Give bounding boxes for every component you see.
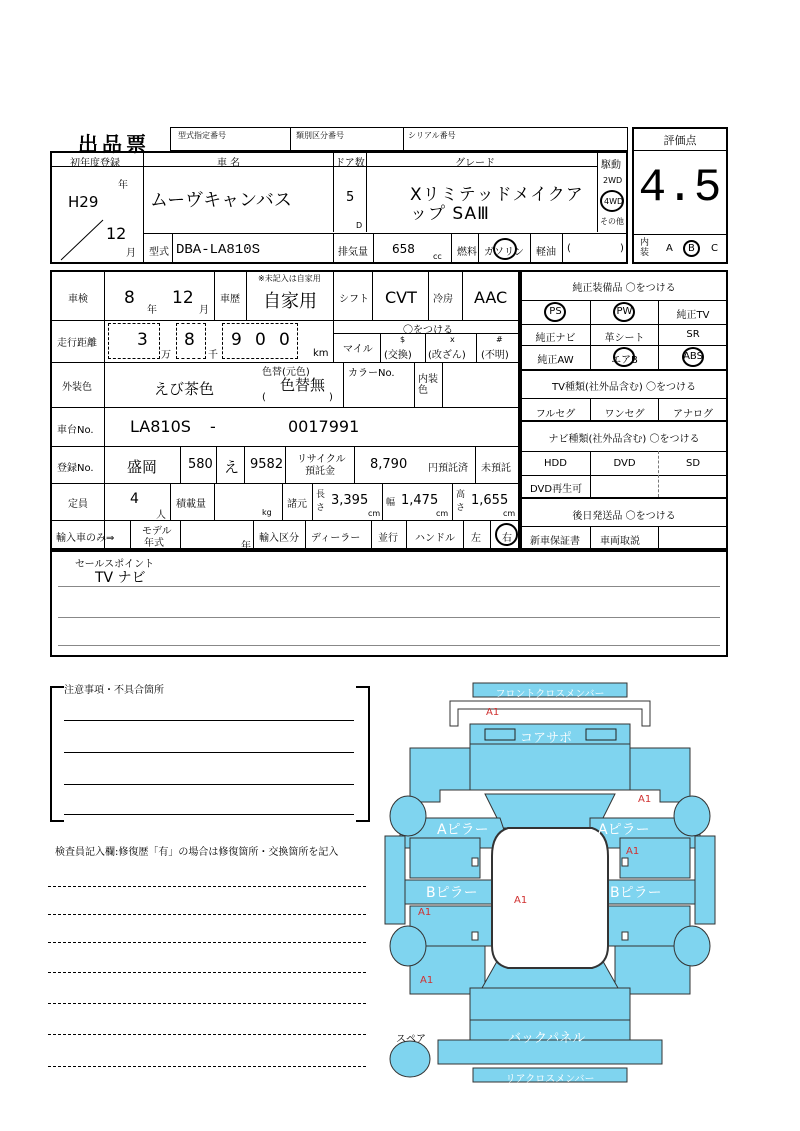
exchange-symbol: $ — [400, 335, 406, 344]
shaken-month-unit: 月 — [199, 305, 209, 316]
later-warranty: 新車保証書 — [530, 536, 580, 547]
car-name: ムーヴキャンバス — [150, 190, 292, 211]
drive-label: 駆動 — [601, 160, 621, 171]
equip-navi: 純正ナビ — [535, 333, 576, 344]
repaint-paren-close: ) — [329, 392, 333, 403]
front-left-door — [410, 838, 480, 878]
color-no-label: カラーNo. — [348, 368, 395, 379]
fuel-circle — [493, 238, 517, 260]
spare-tire — [390, 1041, 430, 1077]
interior-b-circle — [683, 240, 700, 257]
navi-sd: SD — [685, 458, 701, 469]
serial-label: シリアル番号 — [408, 131, 456, 140]
fuel-gasoline: ガソリン — [484, 247, 524, 258]
grade-label: グレード — [455, 158, 495, 169]
rear-cross-label: リアクロスメンバー — [505, 1074, 595, 1085]
grade-line2: ップ SAⅢ — [410, 204, 490, 224]
color-label: 外装色 — [62, 382, 92, 393]
doors-value: 5 — [346, 190, 355, 205]
exchange-option: (交換) — [384, 350, 412, 361]
grade-line1: Xリミテッドメイクア — [410, 185, 584, 205]
header-id-box — [170, 127, 628, 151]
shaken-month: 12 — [172, 288, 194, 308]
front-right-door — [620, 838, 690, 878]
handle-right-circle — [495, 523, 518, 546]
front-right-wheel — [674, 796, 710, 836]
front-bracket — [450, 701, 650, 726]
repaint-label: 色替(元色) — [262, 367, 310, 378]
km-unit: km — [313, 348, 329, 359]
equip-ps-circle — [544, 302, 566, 322]
b-pillar-left-label: Bピラー — [426, 885, 478, 901]
first-reg-era: H29 — [68, 193, 99, 211]
rear-right-wheel — [674, 926, 710, 966]
recycle-unpaid: 未預託 — [481, 463, 511, 474]
equip-tv: 純正TV — [676, 310, 710, 321]
recycle-label-1: リサイクル — [297, 454, 346, 465]
damage-mark: A1 — [420, 975, 434, 986]
width-value: 1,475 — [401, 493, 439, 508]
unknown-option: (不明) — [481, 350, 509, 361]
reg-no: 9582 — [250, 457, 284, 472]
repaint-value: 色替無 — [280, 376, 326, 394]
length-value: 3,395 — [331, 493, 369, 508]
tv-title: TV種類(社外品含む) 〇をつける — [552, 382, 696, 393]
later-manual: 車両取説 — [600, 536, 640, 547]
mileage-box-1 — [108, 323, 160, 359]
left-sill — [385, 836, 405, 924]
back-panel-label: バックパネル — [508, 1031, 586, 1046]
equipment-title: 純正装備品 〇をつける — [572, 283, 676, 294]
model-year-label-2: 年式 — [144, 538, 164, 549]
load-label: 積載量 — [176, 499, 206, 510]
length-unit: cm — [368, 509, 381, 518]
front-cross-label: フロントクロスメンバー — [495, 689, 605, 700]
handle-label: ハンドル — [415, 533, 455, 544]
mileage-d3: 9 — [231, 330, 242, 350]
equip-airbag-circle — [613, 347, 635, 367]
tampered-symbol: x — [450, 335, 455, 344]
spare-label: スペア — [396, 1034, 426, 1045]
later-title: 後日発送品 〇をつける — [572, 511, 676, 522]
caution-bracket-left — [50, 686, 64, 822]
capacity-value: 4 — [130, 491, 139, 507]
import-type-label: 輸入区分 — [259, 533, 299, 544]
score-label: 評価点 — [663, 134, 697, 147]
equip-ps: PS — [549, 306, 562, 317]
core-support-label: コアサポ — [520, 731, 573, 746]
interior-a: A — [666, 243, 673, 254]
import-dealer: ディーラー — [311, 533, 361, 544]
history-note: ※未記入は自家用 — [258, 274, 321, 283]
chassis-prefix: LA810S — [130, 417, 191, 436]
reg-kana: え — [224, 458, 240, 476]
height-value: 1,655 — [471, 493, 509, 508]
tv-oneseg: ワンセグ — [604, 409, 645, 420]
front-left-fender — [410, 748, 470, 802]
fuel-diesel: 軽油 — [536, 247, 556, 258]
hood-panel — [470, 744, 630, 790]
right-sill — [695, 836, 715, 924]
width-label: 幅 — [386, 498, 396, 508]
man-unit: 万 — [161, 350, 171, 361]
shaken-year-unit: 年 — [147, 305, 157, 316]
shift-value: CVT — [385, 288, 417, 307]
width-unit: cm — [436, 509, 449, 518]
history-value: 自家用 — [263, 291, 317, 312]
recycle-label-2: 預託金 — [305, 466, 335, 477]
first-reg-label: 初年度登録 — [70, 158, 120, 169]
fuel-label: 燃料 — [457, 247, 477, 258]
equip-airbag: エアB — [611, 355, 638, 366]
chassis-dash: - — [210, 417, 216, 436]
import-label: 輸入車のみ⇒ — [56, 533, 115, 544]
mileage-d4: 0 — [255, 330, 266, 350]
doors-label: ドア数 — [335, 158, 365, 169]
height-unit: cm — [503, 509, 516, 518]
repaint-paren-open: ( — [262, 392, 266, 403]
cc-unit: cc — [433, 252, 442, 261]
paren-close: ) — [620, 243, 624, 254]
capacity-label: 定員 — [68, 499, 88, 510]
navi-title: ナビ種類(社外品含む) 〇をつける — [548, 434, 700, 445]
mark-note: 〇をつける — [403, 325, 453, 336]
mile-option: マイル — [343, 344, 373, 355]
rear-left-wheel — [390, 926, 426, 966]
cabin-roof-area — [492, 828, 608, 968]
reg-label: 登録No. — [57, 463, 94, 474]
ac-label: 冷房 — [433, 294, 453, 305]
model-year-label-1: モデル — [142, 526, 172, 537]
a-pillar-right-label: Aピラー — [598, 822, 650, 838]
damage-mark: A1 — [486, 707, 500, 718]
damage-mark: A1 — [638, 794, 652, 805]
caution-bracket-right — [356, 686, 370, 822]
sales-label: セールスポイント — [75, 559, 155, 570]
capacity-unit: 人 — [156, 510, 166, 521]
equip-pw-circle — [613, 302, 635, 322]
form-title: 出品票 — [78, 132, 150, 156]
b-pillar-right-label: Bピラー — [610, 885, 662, 901]
recycle-value: 8,790 — [370, 457, 408, 472]
drive-2wd: 2WD — [603, 176, 623, 185]
month-unit: 月 — [126, 248, 136, 259]
shift-label: シフト — [339, 294, 369, 305]
sales-text: TV ナビ — [95, 570, 146, 586]
model-value: DBA-LA810S — [176, 242, 261, 258]
kg-unit: kg — [262, 508, 272, 517]
shaken-label: 車検 — [68, 294, 88, 305]
navi-hdd: HDD — [544, 458, 567, 469]
front-left-wheel — [390, 796, 426, 836]
length-label: 長さ — [316, 490, 326, 513]
import-parallel: 並行 — [378, 533, 398, 544]
equip-sr: SR — [686, 329, 700, 340]
navi-dvd: DVD — [613, 458, 636, 469]
height-label: 高さ — [456, 490, 466, 513]
mileage-d5: 0 — [279, 330, 290, 350]
displacement-value: 658 — [392, 242, 415, 256]
interior-label: 内装 — [640, 238, 650, 258]
shaken-year: 8 — [124, 288, 135, 308]
reg-place: 盛岡 — [127, 458, 158, 476]
caution-label: 注意事項・不具合箇所 — [64, 685, 164, 696]
model-label: 型式 — [149, 247, 169, 258]
class-no-label: 類別区分番号 — [296, 131, 344, 140]
type-no-label: 型式指定番号 — [178, 131, 226, 140]
damage-mark: A1 — [418, 907, 432, 918]
tv-fullseg: フルセグ — [535, 409, 576, 420]
tampered-option: (改ざん) — [428, 350, 466, 361]
tv-analog: アナログ — [673, 409, 713, 420]
doors-unit: D — [356, 221, 363, 230]
score-value: 4.5 — [638, 162, 722, 214]
ac-value: AAC — [474, 288, 508, 307]
mileage-d1: 3 — [137, 330, 148, 350]
equip-abs: ABS — [683, 351, 703, 362]
interior-b: B — [688, 243, 695, 254]
mileage-d2: 8 — [184, 330, 195, 350]
equip-abs-circle — [682, 347, 704, 367]
mileage-label: 走行距離 — [57, 338, 97, 349]
chassis-no: 0017991 — [288, 417, 360, 436]
equip-pw: PW — [616, 306, 633, 317]
first-reg-month: 12 — [106, 224, 127, 243]
damage-mark: A1 — [514, 895, 528, 906]
drive-4wd: 4WD — [604, 197, 624, 206]
displacement-label: 排気量 — [338, 247, 368, 258]
navi-dvd-play: DVD再生可 — [530, 484, 583, 495]
history-label: 車歴 — [220, 294, 240, 305]
a-pillar-left-label: Aピラー — [437, 822, 489, 838]
year-unit: 年 — [118, 180, 128, 191]
inspector-label: 検査員記入欄:修復歴「有」の場合は修復箇所・交換箇所を記入 — [55, 847, 339, 858]
drive-4wd-circle — [600, 190, 624, 212]
car-name-label: 車 名 — [217, 158, 241, 169]
color-value: えび茶色 — [154, 380, 215, 398]
paren-open: ( — [567, 243, 571, 254]
sen-unit: 千 — [208, 350, 218, 361]
interior-color-label: 内装色 — [418, 374, 438, 396]
handle-right: 右 — [502, 533, 512, 544]
reg-class: 580 — [188, 457, 213, 472]
drive-other: その他 — [600, 217, 624, 226]
interior-c: C — [711, 243, 718, 254]
chassis-label: 車台No. — [57, 425, 94, 436]
equip-aw: 純正AW — [537, 355, 574, 366]
recycle-paid: 円預託済 — [428, 463, 468, 474]
unknown-symbol: # — [496, 335, 503, 344]
model-year-unit: 年 — [241, 541, 251, 552]
damage-mark: A1 — [626, 846, 640, 857]
handle-left: 左 — [471, 533, 481, 544]
first-reg-slash — [51, 200, 143, 264]
dims-label: 諸元 — [287, 499, 307, 510]
equip-leather: 革シート — [604, 333, 645, 344]
